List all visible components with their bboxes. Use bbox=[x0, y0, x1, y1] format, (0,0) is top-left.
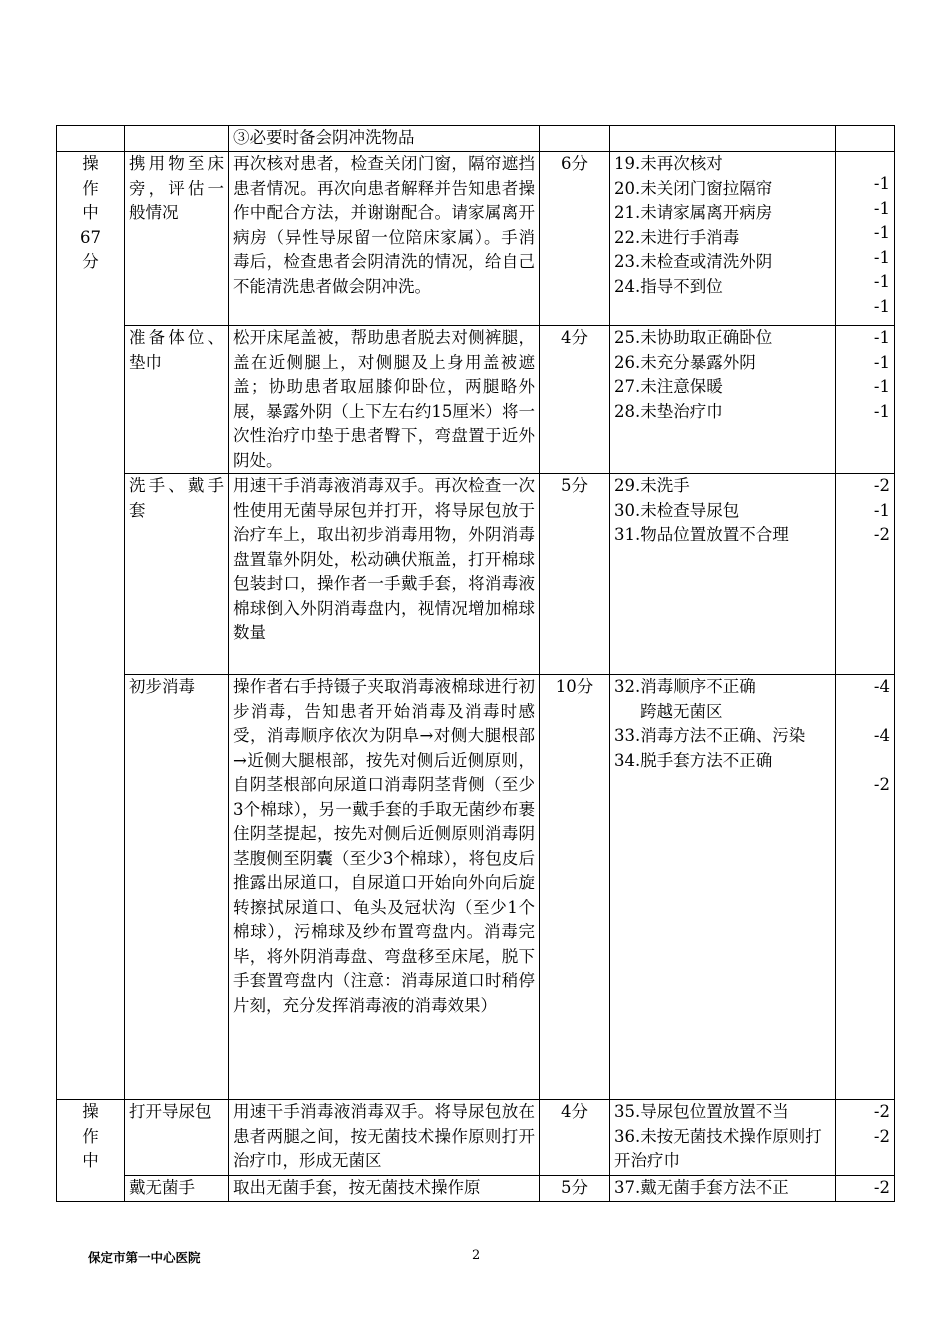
section-cell: 操 作 中 67 分 bbox=[57, 152, 125, 1100]
deduction-cell: -2 bbox=[836, 1176, 895, 1202]
table-row bbox=[57, 474, 895, 675]
score-cell: 5分 bbox=[540, 1176, 610, 1202]
content-cell: 用速干手消毒液消毒双手。将导尿包放在患者两腿之间，按无菌技术操作原则打开治疗巾，形成无菌区 bbox=[229, 1100, 540, 1176]
criteria-cell: 37.戴无菌手套方法不正 bbox=[610, 1176, 836, 1202]
page-number: 2 bbox=[472, 1248, 481, 1263]
criteria-cell: 29.未洗手 30.未检查导尿包 31.物品位置放置不合理 bbox=[610, 474, 836, 675]
criteria-cell: 35.导尿包位置放置不当 36.未按无菌技术操作原则打开治疗巾 bbox=[610, 1100, 836, 1176]
content-cell: 松开床尾盖被，帮助患者脱去对侧裤腿，盖在近侧腿上，对侧腿及上身用盖被遮盖；协助患者取屈膝仰卧位，两腿略外展，暴露外阴（上下左右约15厘米）将一次性治疗巾垫于患者臀下，弯盘置于近外阴处。 bbox=[229, 326, 540, 474]
table-row bbox=[57, 1100, 895, 1176]
table-row bbox=[57, 675, 895, 1100]
deduction-cell: -2 -2 bbox=[836, 1100, 895, 1176]
table-row bbox=[57, 1176, 895, 1202]
criteria-cell: 32.消毒顺序不正确 跨越无菌区 33.消毒方法不正确、污染 34.脱手套方法不正确 bbox=[610, 675, 836, 1100]
step-cell: 洗手、戴手套 bbox=[125, 474, 229, 675]
table-row bbox=[57, 126, 895, 152]
criteria-cell: 25.未协助取正确卧位 26.未充分暴露外阴 27.未注意保暖 28.未垫治疗巾 bbox=[610, 326, 836, 474]
content-cell: 再次核对患者，检查关闭门窗，隔帘遮挡患者情况。再次向患者解释并告知患者操作中配合方法，并谢谢配合。请家属离开病房（异性导尿留一位陪床家属）。手消毒后，检查患者会阴清洗的情况，给自己不能清洗患者做会阴冲洗。 bbox=[229, 152, 540, 326]
score-cell: 6分 bbox=[540, 152, 610, 326]
footer-hospital-name: 保定市第一中心医院 bbox=[88, 1250, 201, 1265]
score-cell: 5分 bbox=[540, 474, 610, 675]
section-cell: 操 作 中 bbox=[57, 1100, 125, 1202]
deduction-cell: -1 -1 -1 -1 -1 -1 bbox=[836, 152, 895, 326]
scoring-table bbox=[56, 125, 895, 1202]
score-cell: 10分 bbox=[540, 675, 610, 1100]
step-cell: 戴无菌手 bbox=[125, 1176, 229, 1202]
content-cell: 取出无菌手套，按无菌技术操作原 bbox=[229, 1176, 540, 1202]
criteria-cell: 19.未再次核对 20.未关闭门窗拉隔帘 21.未请家属离开病房 22.未进行手消毒 23.未检查或清洗外阴 24.指导不到位 bbox=[610, 152, 836, 326]
step-cell: 准备体位、垫巾 bbox=[125, 326, 229, 474]
content-cell: 操作者右手持镊子夹取消毒液棉球进行初步消毒，告知患者开始消毒及消毒时感受，消毒顺序依次为阴阜→对侧大腿根部→近侧大腿根部，按先对侧后近侧原则，自阴茎根部向尿道口消毒阴茎背侧（至少3个棉球），另一戴手套的手取无菌纱布裹住阴茎提起，按先对侧后近侧原则消毒阴茎腹侧至阴囊（至少3个棉球），将包皮后推露出尿道口，自尿道口开始向外向后旋转擦拭尿道口、龟头及冠状沟（至少1个棉球），污棉球及纱布置弯盘内。消毒完毕，将外阴消毒盘、弯盘移至床尾，脱下手套置弯盘内（注意：消毒尿道口时稍停片刻，充分发挥消毒液的消毒效果） bbox=[229, 675, 540, 1100]
step-cell: 初步消毒 bbox=[125, 675, 229, 1100]
table-row bbox=[57, 152, 895, 326]
score-cell: 4分 bbox=[540, 326, 610, 474]
step-cell: 携用物至床旁，评估一般情况 bbox=[125, 152, 229, 326]
table-row bbox=[57, 326, 895, 474]
content-cell: ③必要时备会阴冲洗物品 bbox=[229, 126, 540, 152]
deduction-cell: -1 -1 -1 -1 bbox=[836, 326, 895, 474]
score-cell: 4分 bbox=[540, 1100, 610, 1176]
deduction-cell: -2 -1 -2 bbox=[836, 474, 895, 675]
content-cell: 用速干手消毒液消毒双手。再次检查一次性使用无菌导尿包并打开，将导尿包放于治疗车上，取出初步消毒用物，外阴消毒盘置靠外阴处，松动碘伏瓶盖，打开棉球包装封口，操作者一手戴手套，将消毒液棉球倒入外阴消毒盘内，视情况增加棉球数量 bbox=[229, 474, 540, 675]
step-cell: 打开导尿包 bbox=[125, 1100, 229, 1176]
deduction-cell: -4 -4 -2 bbox=[836, 675, 895, 1100]
